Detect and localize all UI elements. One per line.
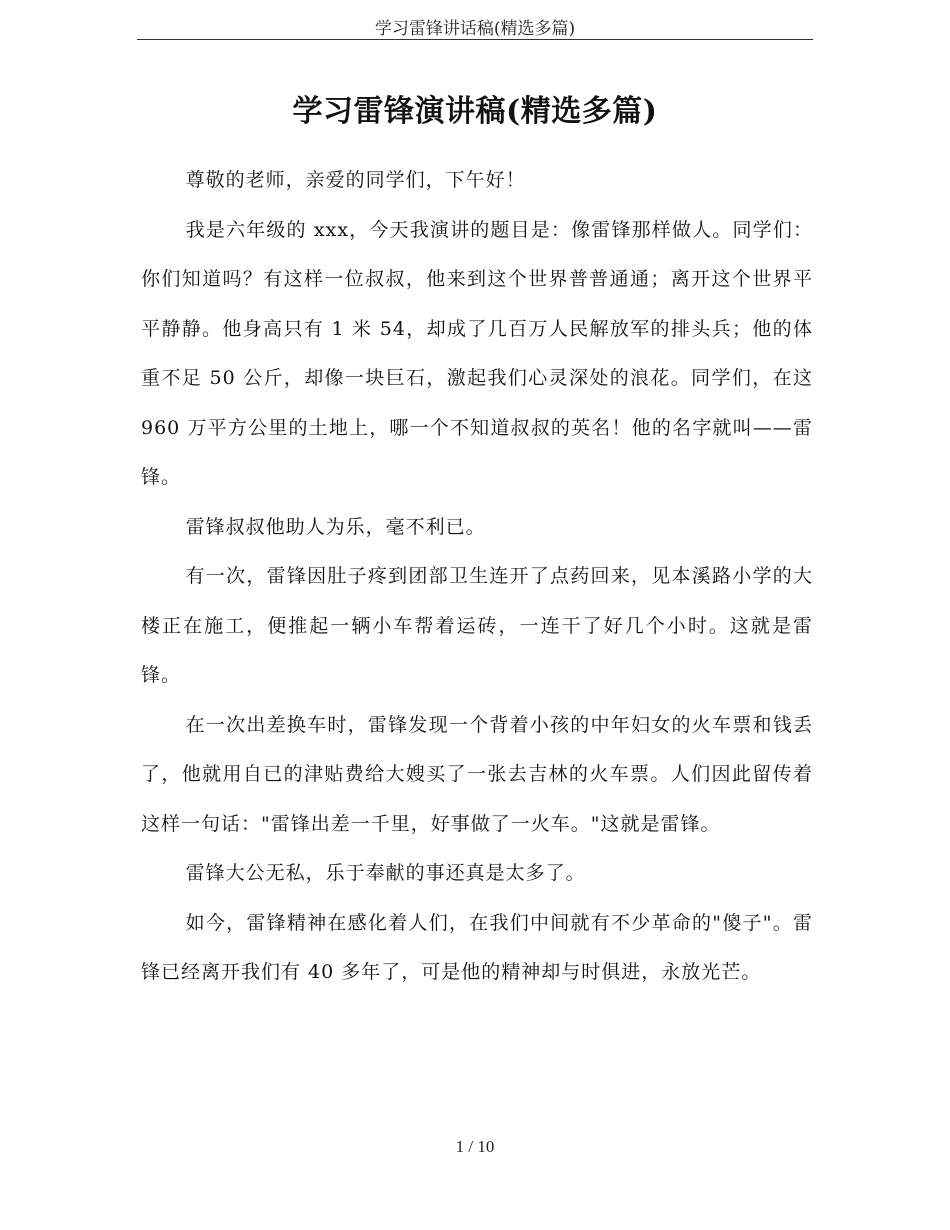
paragraph-conclusion: 如今，雷锋精神在感化着人们，在我们中间就有不少革命的"傻子"。雷锋已经离开我们有 40 多年了，可是他的精神却与时俱进，永放光芒。 (141, 911, 813, 983)
running-header: 学习雷锋讲话稿(精选多篇) (374, 19, 576, 39)
paragraph-introduction: 我是六年级的 xxx，今天我演讲的题目是：像雷锋那样做人。同学们：你们知道吗？有这样一位叔叔，他来到这个世界普普通通；离开这个世界平平静静。他身高只有 1 米 54，却成了几百万人民解放军的排头兵；他的体重不足 50 公斤，却像一块巨石，激起我们心灵深处的浪花。同学们，在这 960 万平方公里的土地上，哪一个不知道叔叔的英名！他的名字就叫——雷锋。 (141, 218, 813, 488)
paragraph-story-school: 有一次，雷锋因肚子疼到团部卫生连开了点药回来，见本溪路小学的大楼正在施工，便推起一辆小车帮着运砖，一连干了好几个小时。这就是雷锋。 (141, 565, 813, 686)
paragraph-helpful: 雷锋叔叔他助人为乐，毫不利已。 (185, 515, 486, 538)
page-number: 1 / 10 (455, 1137, 495, 1156)
document-body (141, 156, 813, 998)
document-title: 学习雷锋演讲稿(精选多篇) (292, 94, 658, 129)
paragraph-selfless: 雷锋大公无私，乐于奉献的事还真是太多了。 (185, 862, 586, 884)
paragraph-story-train: 在一次出差换车时，雷锋发现一个背着小孩的中年妇女的火车票和钱丢了，他就用自已的津贴费给大嫂买了一张去吉林的火车票。人们因此留传着这样一句话："雷锋出差一千里，好事做了一火车。"这就是雷锋。 (141, 713, 813, 835)
header-divider (137, 39, 813, 40)
paragraph-greeting: 尊敬的老师，亲爱的同学们，下午好！ (185, 169, 526, 191)
